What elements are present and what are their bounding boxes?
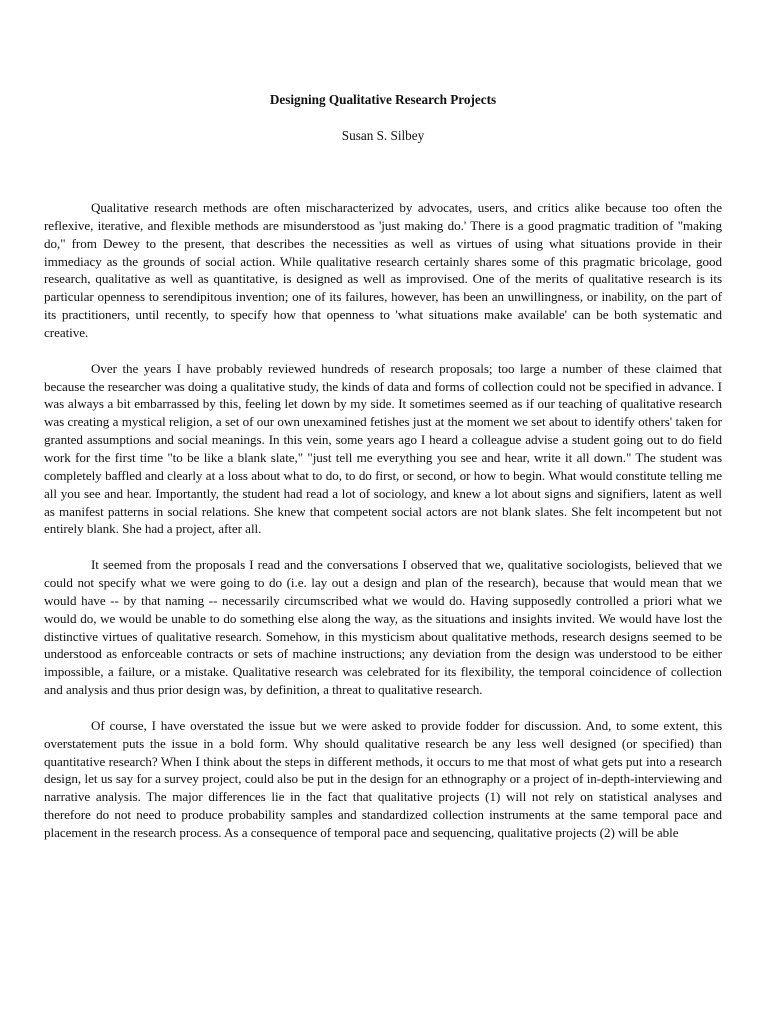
- document-author: Susan S. Silbey: [341, 128, 425, 143]
- paragraph-4: Of course, I have overstated the issue but we were asked to provide fodder for discussion. And, to some extent, this overstatement puts the issue in a bold form. Why should qualitative research be any less well designed (or specified) than quantitative research? When I think about the steps in different methods, it occurs to me that most of what gets put into a research design, let us say for a survey project, could also be put in the design for an ethnography or a project of in-depth-interviewing and narrative analysis. The major differences lie in the fact that qualitative projects (1) will not rely on statistical analyses and therefore do not need to produce probability samples and standardized collection instruments at the same temporal pace and placement in the research process. As a consequence of temporal pace and sequencing, qualitative projects (2) will be able: [44, 717, 722, 840]
- paragraph-2: Over the years I have probably reviewed hundreds of research proposals; too large a number of these claimed that because the researcher was doing a qualitative study, the kinds of data and forms of collection could not be specified in advance. I was always a bit embarrassed by this, feeling let down by my side. It sometimes seemed as if our teaching of qualitative research was creating a mystical religion, a set of our own unexamined fetishes just at the moment we set about to identify others' taken for granted assumptions and social meanings. In this vein, some years ago I heard a colleague advise a student going out to do field work for the first time "to be like a blank slate," "just tell me everything you see and hear, write it all down." The student was completely baffled and clearly at a loss about what to do, to do first, or second, or how to begin. What would constitute telling me all you see and hear. Importantly, the student had read a lot of sociology, and knew a lot about signs and signifiers, latent as well as manifest patterns in social relations. She knew that competent social actors are not blank slates. She felt incompetent but not entirely blank. She had a project, after all.: [44, 360, 722, 537]
- document-title: Designing Qualitative Research Projects: [269, 92, 497, 107]
- paragraph-3: It seemed from the proposals I read and the conversations I observed that we, qualitative sociologists, believed that we could not specify what we were going to do (i.e. lay out a design and plan of the research), because that would mean that we would have -- by that naming -- necessarily circumscribed what we would do. Having supposedly controlled a priori what we would do, we would be unable to do something else along the way, as the situations and insights invited. We would have lost the distinctive virtues of qualitative research. Somehow, in this mysticism about qualitative methods, research designs seemed to be understood as enforceable contracts or sets of machine instructions; any deviation from the design was understood to be either impossible, a failure, or a mistake. Qualitative research was celebrated for its flexibility, the temporal coincidence of collection and analysis and thus prior design was, by definition, a threat to qualitative research.: [44, 557, 722, 698]
- paragraph-1: Qualitative research methods are often mischaracterized by advocates, users, and critics alike because too often the reflexive, iterative, and flexible methods are misunderstood as 'just making do.' There is a good pragmatic tradition of "making do," from Dewey to the present, that describes the necessities as well as virtues of using what situations provide in their immediacy as the grounds of social action. While qualitative research certainly shares some of this pragmatic bricolage, good research, qualitative as well as quantitative, is designed as well as improvised. One of the merits of qualitative research is its particular openness to serendipitous invention; one of its failures, however, has been an unwillingness, or inability, on the part of its practitioners, until recently, to specify how that openness to 'what situations make available' can be both systematic and creative.: [44, 200, 722, 340]
- document-body: [44, 199, 722, 842]
